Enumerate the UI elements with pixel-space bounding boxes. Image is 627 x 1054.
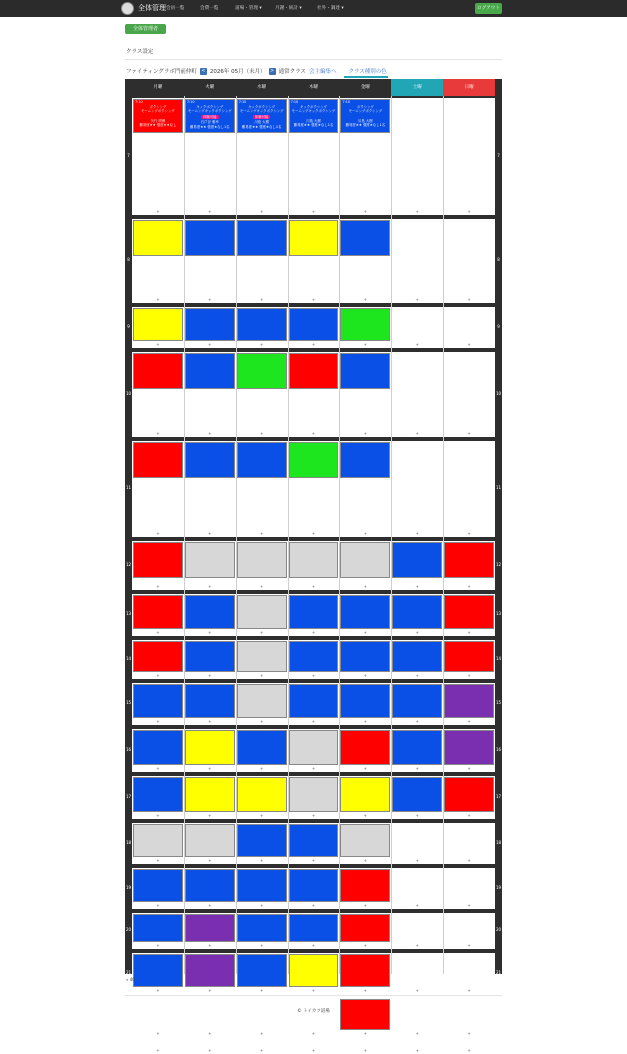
add-class-button[interactable]: +	[156, 431, 160, 436]
add-class-button[interactable]: +	[415, 431, 419, 436]
class-block[interactable]: 7:10 キックボクシング モーニングキックボクシング 体験可能 川島 大樹 難易度★★ 強度★なし1名	[237, 99, 287, 133]
add-class-button[interactable]: +	[311, 431, 316, 436]
add-class-button[interactable]: +	[259, 1048, 264, 1053]
class-block[interactable]	[237, 954, 287, 987]
class-block[interactable]	[340, 684, 390, 718]
add-class-button[interactable]: +	[415, 719, 419, 724]
add-class-button[interactable]: +	[363, 988, 368, 993]
add-class-button[interactable]: +	[467, 584, 471, 589]
class-block[interactable]	[289, 914, 339, 942]
add-class-button[interactable]: +	[311, 766, 316, 771]
class-block[interactable]	[289, 308, 339, 341]
role-badge: 全体管理者	[125, 24, 166, 34]
class-block[interactable]	[237, 595, 287, 629]
column-divider	[391, 96, 392, 974]
add-class-button[interactable]: +	[311, 1048, 316, 1053]
add-class-button[interactable]: +	[259, 813, 264, 818]
add-class-button[interactable]: +	[208, 209, 212, 214]
add-class-button[interactable]: +	[208, 988, 212, 993]
add-class-button[interactable]: +	[415, 297, 419, 302]
add-class-button[interactable]: +	[363, 719, 368, 724]
class-block[interactable]	[185, 914, 235, 942]
class-block[interactable]	[185, 353, 235, 389]
class-block[interactable]	[444, 730, 494, 765]
add-class-button[interactable]: +	[259, 209, 264, 214]
class-block[interactable]	[289, 353, 339, 389]
hour-label: 18	[495, 839, 502, 845]
hour-label: 22	[495, 1013, 502, 1019]
add-class-button[interactable]: +	[259, 903, 264, 908]
add-class-button[interactable]: +	[363, 1031, 368, 1036]
hour-label: 23	[495, 1043, 502, 1049]
gym-name: ファイティングラボ門前仲町	[126, 69, 197, 75]
add-class-button[interactable]: +	[363, 1048, 368, 1053]
class-block[interactable]	[289, 730, 339, 765]
hour-label: 22	[125, 1013, 132, 1019]
schedule-toolbar	[126, 67, 387, 75]
class-block[interactable]	[392, 595, 442, 629]
add-class-button[interactable]: +	[311, 297, 316, 302]
hour-label: 19	[495, 884, 502, 890]
class-block[interactable]	[340, 869, 390, 902]
add-class-button[interactable]: +	[156, 813, 160, 818]
class-block[interactable]	[133, 954, 183, 987]
hour-label: 20	[125, 927, 132, 932]
class-block[interactable]	[133, 730, 183, 765]
hour-label: 12	[125, 561, 132, 567]
add-class-button[interactable]: +	[415, 342, 419, 347]
nav-dojo-admin[interactable]: 道場・管理 ▾	[235, 6, 262, 11]
add-class-button[interactable]: +	[156, 531, 160, 536]
class-block[interactable]	[289, 824, 339, 857]
hour-label: 10	[125, 390, 132, 396]
add-class-button[interactable]: +	[415, 1031, 419, 1036]
add-class-button[interactable]: +	[363, 858, 368, 863]
add-class-button[interactable]: +	[311, 630, 316, 635]
class-block[interactable]	[133, 442, 183, 478]
hour-label: 21	[495, 969, 502, 975]
class-block[interactable]	[392, 730, 442, 765]
day-header-4: 木曜	[288, 79, 340, 96]
class-block[interactable]	[340, 595, 390, 629]
class-block[interactable]	[237, 353, 287, 389]
add-class-button[interactable]: +	[156, 584, 160, 589]
class-block[interactable]	[185, 220, 235, 256]
day-header-7: 日曜	[443, 79, 495, 96]
top-navbar	[0, 0, 627, 17]
class-block[interactable]	[444, 641, 494, 672]
title-divider	[125, 59, 502, 60]
class-block[interactable]	[185, 641, 235, 672]
add-class-button[interactable]: +	[415, 584, 419, 589]
footer-copyright: © トイカツ道場	[297, 1009, 330, 1014]
class-color-link[interactable]: クラス種別の色	[348, 69, 387, 75]
class-block[interactable]	[289, 442, 339, 478]
hour-label: 12	[495, 561, 502, 567]
class-block[interactable]	[185, 954, 235, 987]
hour-label: 9	[127, 323, 130, 329]
add-class-button[interactable]: +	[415, 1048, 419, 1053]
add-class-button[interactable]: +	[415, 943, 419, 948]
class-block[interactable]	[340, 777, 390, 812]
add-class-button[interactable]: +	[311, 342, 316, 347]
class-block[interactable]: 7:10 キックボクシング モーニングキックボクシング 川島 大樹 難易度★★ 強度★なし1名	[289, 99, 339, 133]
footer-divider	[125, 995, 502, 996]
add-class-button[interactable]: +	[363, 673, 368, 678]
column-divider	[443, 96, 444, 974]
hour-label: 18	[125, 839, 132, 845]
class-block[interactable]	[237, 220, 287, 256]
add-class-button[interactable]: +	[156, 1048, 160, 1053]
add-class-button[interactable]: +	[311, 988, 316, 993]
add-class-button[interactable]: +	[208, 342, 212, 347]
add-class-button[interactable]: +	[156, 209, 160, 214]
add-class-button[interactable]: +	[415, 673, 419, 678]
add-class-button[interactable]: +	[156, 630, 160, 635]
add-class-button[interactable]: +	[259, 1031, 264, 1036]
class-block[interactable]	[133, 869, 183, 902]
class-block[interactable]	[392, 641, 442, 672]
add-class-button[interactable]: +	[415, 630, 419, 635]
add-class-button[interactable]: +	[363, 342, 368, 347]
class-block[interactable]	[185, 777, 235, 812]
add-class-button[interactable]: +	[311, 1031, 316, 1036]
class-block[interactable]	[340, 999, 390, 1030]
class-block[interactable]	[340, 641, 390, 672]
class-block[interactable]	[133, 684, 183, 718]
month-label: 2026年 05月（未月）	[209, 69, 266, 75]
add-class-button[interactable]: +	[363, 766, 368, 771]
add-class-button[interactable]: +	[311, 719, 316, 724]
class-block[interactable]	[185, 730, 235, 765]
add-class-button[interactable]: +	[467, 1048, 471, 1053]
hour-label: 16	[495, 746, 502, 752]
hour-label: 8	[127, 257, 130, 262]
class-block[interactable]	[289, 777, 339, 812]
add-class-button[interactable]: +	[156, 766, 160, 771]
add-class-button[interactable]: +	[467, 1031, 471, 1036]
class-block[interactable]	[185, 824, 235, 857]
add-class-button[interactable]: +	[467, 630, 471, 635]
add-class-button[interactable]: +	[311, 813, 316, 818]
class-block[interactable]	[340, 730, 390, 765]
class-block[interactable]	[444, 595, 494, 629]
day-header-3: 水曜	[236, 79, 288, 96]
add-class-button[interactable]: +	[156, 988, 160, 993]
add-class-button[interactable]: +	[467, 813, 471, 818]
class-block[interactable]	[444, 777, 494, 812]
day-header-6: 土曜	[391, 79, 443, 96]
add-class-button[interactable]: +	[415, 813, 419, 818]
class-block[interactable]	[289, 595, 339, 629]
add-class-button[interactable]: +	[208, 673, 212, 678]
class-block[interactable]	[237, 824, 287, 857]
add-class-button[interactable]: +	[208, 1031, 212, 1036]
add-class-button[interactable]: +	[415, 531, 419, 536]
nav-fees[interactable]: 会費一覧	[200, 6, 219, 11]
class-block[interactable]	[237, 641, 287, 672]
day-header-5: 金曜	[339, 79, 391, 96]
class-block[interactable]	[237, 777, 287, 812]
class-block[interactable]	[392, 684, 442, 718]
add-class-button[interactable]: +	[259, 584, 264, 589]
class-block[interactable]	[392, 777, 442, 812]
hour-label: 16	[125, 746, 132, 752]
add-class-button[interactable]: +	[311, 673, 316, 678]
class-block[interactable]	[340, 308, 390, 341]
add-class-button[interactable]: +	[259, 342, 264, 347]
add-class-button[interactable]: +	[467, 673, 471, 678]
add-class-button[interactable]: +	[311, 943, 316, 948]
class-block[interactable]	[185, 308, 235, 341]
add-class-button[interactable]: +	[208, 431, 212, 436]
add-class-button[interactable]: +	[156, 673, 160, 678]
hour-label: 15	[495, 700, 502, 705]
add-class-button[interactable]: +	[311, 903, 316, 908]
class-block[interactable]	[289, 542, 339, 578]
add-class-button[interactable]: +	[208, 813, 212, 818]
add-class-button[interactable]: +	[363, 584, 368, 589]
add-class-button[interactable]: +	[208, 297, 212, 302]
add-class-button[interactable]: +	[467, 531, 471, 536]
add-class-button[interactable]: +	[259, 858, 264, 863]
class-block[interactable]	[237, 730, 287, 765]
class-block[interactable]	[133, 353, 183, 389]
add-class-button[interactable]: +	[208, 1048, 212, 1053]
class-block[interactable]	[237, 542, 287, 578]
legend-underline	[344, 76, 388, 78]
add-class-button[interactable]: +	[363, 903, 368, 908]
class-block[interactable]	[289, 684, 339, 718]
page-title: クラス設定	[126, 49, 154, 55]
add-class-button[interactable]: +	[208, 531, 212, 536]
add-class-button[interactable]: +	[467, 431, 471, 436]
add-class-button[interactable]: +	[467, 766, 471, 771]
add-class-button[interactable]: +	[363, 813, 368, 818]
add-class-button[interactable]: +	[415, 209, 419, 214]
class-block[interactable]	[185, 595, 235, 629]
add-class-button[interactable]: +	[467, 342, 471, 347]
hour-label: 21	[125, 969, 132, 975]
add-class-button[interactable]: +	[208, 903, 212, 908]
nav-stats[interactable]: 月謝・統計 ▾	[275, 6, 302, 11]
class-block[interactable]	[444, 684, 494, 718]
add-class-button[interactable]: +	[467, 988, 471, 993]
class-block[interactable]	[185, 684, 235, 718]
add-class-button[interactable]: +	[208, 943, 212, 948]
class-block[interactable]	[289, 641, 339, 672]
add-class-button[interactable]: +	[311, 209, 316, 214]
add-class-button[interactable]: +	[156, 297, 160, 302]
hour-label: 15	[125, 700, 132, 705]
hour-label: 11	[125, 485, 132, 490]
add-class-button[interactable]: +	[259, 943, 264, 948]
add-class-button[interactable]: +	[156, 903, 160, 908]
add-class-button[interactable]: +	[363, 431, 368, 436]
class-block[interactable]	[237, 308, 287, 341]
day-header-1: 月曜	[132, 79, 184, 96]
add-class-button[interactable]: +	[259, 766, 264, 771]
add-class-button[interactable]: +	[311, 531, 316, 536]
class-block[interactable]	[289, 954, 339, 987]
add-class-button[interactable]: +	[467, 297, 471, 302]
class-block[interactable]	[340, 914, 390, 942]
day-header-2: 火曜	[184, 79, 236, 96]
prev-month-button[interactable]: <	[201, 67, 206, 74]
hour-label: 20	[495, 927, 502, 932]
add-class-button[interactable]: +	[467, 719, 471, 724]
add-class-button[interactable]: +	[259, 431, 264, 436]
add-class-button[interactable]: +	[208, 766, 212, 771]
brand-name[interactable]: 全体管理	[138, 4, 166, 12]
next-month-button[interactable]: >	[269, 67, 275, 74]
hour-label: 11	[495, 485, 502, 490]
add-class-button[interactable]: +	[259, 297, 264, 302]
hour-label: 10	[495, 390, 502, 396]
hour-label: 7	[127, 152, 130, 158]
add-class-button[interactable]: +	[259, 531, 264, 536]
add-class-button[interactable]: +	[363, 297, 368, 302]
add-class-button[interactable]: +	[156, 719, 160, 724]
hour-label: 7	[497, 152, 500, 158]
add-class-button[interactable]: +	[156, 858, 160, 863]
class-block[interactable]	[185, 442, 235, 478]
add-class-button[interactable]: +	[415, 766, 419, 771]
add-class-button[interactable]: +	[467, 858, 471, 863]
class-block[interactable]	[185, 869, 235, 902]
class-block[interactable]	[444, 542, 494, 578]
add-class-button[interactable]: +	[208, 584, 212, 589]
hour-label: 23	[125, 1043, 132, 1049]
class-block[interactable]	[340, 442, 390, 478]
class-block[interactable]	[237, 869, 287, 902]
add-class-button[interactable]: +	[363, 209, 368, 214]
add-class-button[interactable]: +	[311, 858, 316, 863]
hour-label: 17	[495, 793, 502, 799]
hour-label: 19	[125, 884, 132, 890]
class-block[interactable]	[133, 220, 183, 256]
class-block[interactable]	[289, 869, 339, 902]
class-block[interactable]	[133, 824, 183, 857]
hour-label: 13	[125, 611, 132, 616]
nav-members[interactable]: 会員一覧	[166, 6, 185, 11]
hour-label: 13	[495, 611, 502, 616]
add-class-button[interactable]: +	[156, 1031, 160, 1036]
add-class-button[interactable]: +	[259, 673, 264, 678]
class-block[interactable]	[392, 542, 442, 578]
class-block[interactable]	[133, 595, 183, 629]
class-block[interactable]	[340, 353, 390, 389]
add-class-button[interactable]: +	[156, 342, 160, 347]
add-class-button[interactable]: +	[363, 943, 368, 948]
add-class-button[interactable]: +	[311, 584, 316, 589]
class-block[interactable]	[340, 824, 390, 857]
brand-logo[interactable]	[121, 2, 134, 15]
class-block[interactable]	[133, 777, 183, 812]
add-class-button[interactable]: +	[208, 630, 212, 635]
class-block[interactable]	[340, 542, 390, 578]
class-block[interactable]	[237, 442, 287, 478]
class-block[interactable]	[133, 542, 183, 578]
class-block[interactable]	[340, 954, 390, 987]
nav-external[interactable]: 社外・調達 ▾	[317, 6, 344, 11]
add-class-button[interactable]: +	[415, 988, 419, 993]
add-class-button[interactable]: +	[208, 858, 212, 863]
add-class-button[interactable]: +	[156, 943, 160, 948]
add-class-button[interactable]: +	[363, 630, 368, 635]
hour-label: 8	[497, 257, 500, 262]
add-class-button[interactable]: +	[467, 209, 471, 214]
class-block[interactable]: 7:10 ボクシング モーニングボクシング 矢代 明博 難易度★★ 強度★★なし	[133, 99, 183, 133]
class-block[interactable]	[237, 914, 287, 942]
add-class-button[interactable]: +	[259, 719, 264, 724]
add-class-button[interactable]: +	[363, 531, 368, 536]
hour-label: 14	[125, 655, 132, 661]
logout-button[interactable]: ログアウト	[475, 3, 502, 14]
hour-label: 17	[125, 793, 132, 799]
class-block[interactable]	[133, 914, 183, 942]
add-class-button[interactable]: +	[467, 903, 471, 908]
hour-label: 9	[497, 323, 500, 329]
class-block[interactable]	[133, 641, 183, 672]
class-block[interactable]	[289, 220, 339, 256]
class-type-label: 通常クラス	[278, 69, 306, 75]
add-class-button[interactable]: +	[415, 903, 419, 908]
class-block[interactable]	[133, 308, 183, 341]
class-block[interactable]: 7:10 ボクシング モーニングボクシング 川島 大樹 難易度★★ 強度★なし1名	[340, 99, 390, 133]
edit-link[interactable]: 会主編集へ	[308, 69, 337, 75]
class-block[interactable]	[237, 684, 287, 718]
add-class-button[interactable]: +	[259, 988, 264, 993]
class-block[interactable]	[340, 220, 390, 256]
class-block[interactable]: 7:10 キックボクシング モーニングキックボクシング 体験可能 石戸谷 雅幸 難易度★★ 強度★なし1名	[185, 99, 235, 133]
add-class-button[interactable]: +	[467, 943, 471, 948]
hour-label: 14	[495, 655, 502, 661]
add-class-button[interactable]: +	[208, 719, 212, 724]
pagination-label[interactable]: « 40	[126, 977, 135, 982]
add-class-button[interactable]: +	[415, 858, 419, 863]
class-block[interactable]	[185, 542, 235, 578]
add-class-button[interactable]: +	[259, 630, 264, 635]
